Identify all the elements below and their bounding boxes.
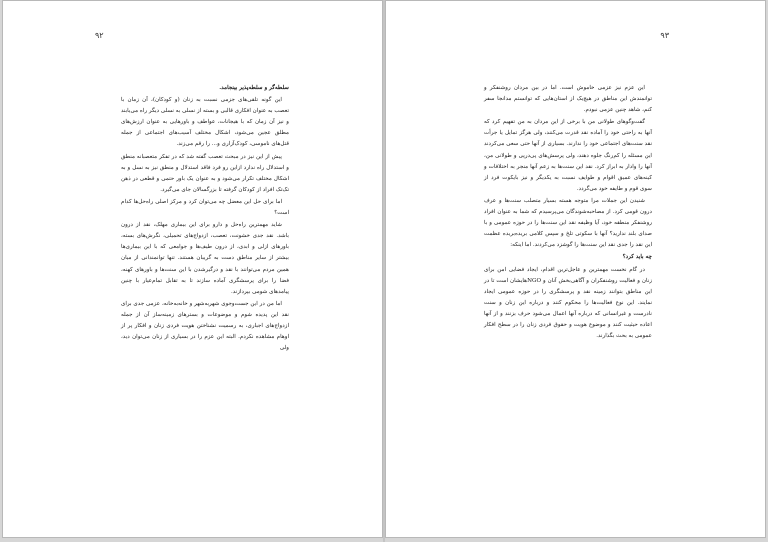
paragraph: سلطه‌گر و سلطه‌پذیر بینجامد. xyxy=(219,85,289,91)
paragraph: چه باید کرد؟ xyxy=(622,254,652,261)
paragraph: شنیدن این جملات مرا متوجه هسته بسیار متصلب سنت‌ها و عرف درون قومی کرد. از مصاحبه‌شوندگان می‌پرسیدم که شما به عنوان افراد روشنفکر منطقه خود، آیا وظیفه نقد این سنت‌ها را در حوزه عمومی و با صدای بلند ندارید؟ آنها با سکوتی تلخ و سپس کلامی بریده‌بریده عظمت این نقد را جدی نقد این سنت‌ها را گوشزد می‌کردند. اما اینکه: xyxy=(484,197,652,249)
paragraph: اما من در این جست‌وجوی شهربه‌شهر و خانه‌به‌خانه، عزمی جدی برای نقد این پدیده شوم و موضوعات و بسترهای زمینه‌ساز آن از جمله ازدواج‌های اجباری، به رسمیت نشناختن هویت فردی زنان و افکار پر از اوهام مشاهده نکردم. البته این عزم را در بسیاری از زنان می‌توان دید، ولی xyxy=(121,300,289,352)
paragraph: این گونه تلقی‌های جزمی نسبت به زنان (و کودکان)، آن زمان با تعصب به عنوان افکاری قالبی و بسته از نسلی به نسلی دیگر راه می‌یابند و نیز آن زمان که با هیجانات، عواطف و باورهایی به عنوان ارزش‌های مطلق عجین می‌شود، اشکال مختلف آسیب‌های اجتماعی از جمله قتل‌های ناموسی، کودک‌آزاری و... را رقم می‌زند. xyxy=(121,97,289,148)
right-page xyxy=(385,0,766,538)
paragraph: در گام نخست مهمترین و عاجل‌ترین اقدام، ایجاد فضایی امن برای زنان و فعالیت روشنفکران و آگاهی‌بخش آنان و NGOهایشان است تا در این مناطق بتوانند زمینه نقد و پرسشگری را در حوزه عمومی ایجاد نمایند. این نوع فعالیت‌ها را محکوم کنند و درباره این زنان و سنت نادرست و غیرانسانی که درباره آنها اعمال می‌شود حرف بزنند و از آنها اعاده حیثیت کنند و موضوع هویت و حقوق فردی زنان را در سطح افکار عمومی به بحث بگذارند. xyxy=(484,266,653,340)
left-page xyxy=(2,0,383,538)
text-block xyxy=(484,83,652,342)
text-block xyxy=(121,83,289,354)
page-number: ۹۲ xyxy=(95,31,104,40)
paragraph: اما برای حل این معضل چه می‌توان کرد و مرکز اصلی راه‌حل‌ها کدام است؟ xyxy=(121,198,289,217)
paragraph: این عزم نیز عزمی خاموش است. اما در بین مردان روشنفکر و توانمندش این مناطق در هیچ‌یک از استان‌هایی که توانستم مدانجا سفر کنم، شاهد چنین عزمی نبودم. xyxy=(484,85,652,114)
paragraph: گفت‌وگوهای طولانی من با برخی از این مردان به من تفهیم کرد که آنها به راحتی خود را آماده نقد قدرت می‌کنند، ولی هرگز تمایل یا جرأت نقد سنت‌های اجتماعی خود را ندارند. بسیاری از آنها حتی سعی می‌کردند این مسئله را کم‌رنگ جلوه دهند، ولی پرسش‌های پی‌درپی و طولانی من، آنها را وادار به ابراز کرد. نقد این سنت‌ها به زعم آنها منجر به اختلافات و کینه‌های عمیق اقوام و طوایف نسبت به یکدیگر و نیز بایکوت فرد از سوی قوم و طایفه خود می‌گردد. xyxy=(484,119,652,192)
paragraph: شاید مهمترین راه‌حل و دارو برای این بیماری مهلک، نقد از درون باشد. نقد جدی خشونت، تعصب، ازدواج‌های تحمیلی، نگرش‌های بسته، باورهای ازلی و ابدی، از درون طیف‌ها و جوامعی که با این بیماری‌ها بیشتر از سایر مناطق دست به گریبان هستند. تنها توانمندانی از میان همین مردم می‌توانند با نقد و درگیرشدن با این سنت‌ها و باورهای کهنه، فضا را برای پرسشگری آماده سازند تا به تقابل تمام‌عیار با چنین پیامدهای شومی بپردازند. xyxy=(121,222,289,295)
paragraph: پیش از این نیز در مبحث تعصب گفته شد که در تفکر متعصبانه منطق و استدلال راه ندارد ازاین رو فرد فاقد استدلال و منطق نیز به نسل و به اشکال مختلف تکرار می‌شود و به عنوان یک باور حتمی و قطعی در ذهن تک‌تک افراد از کودکان گرفته تا بزرگسالان جای می‌گیرد. xyxy=(121,153,289,193)
page-number: ۹۳ xyxy=(660,31,669,40)
